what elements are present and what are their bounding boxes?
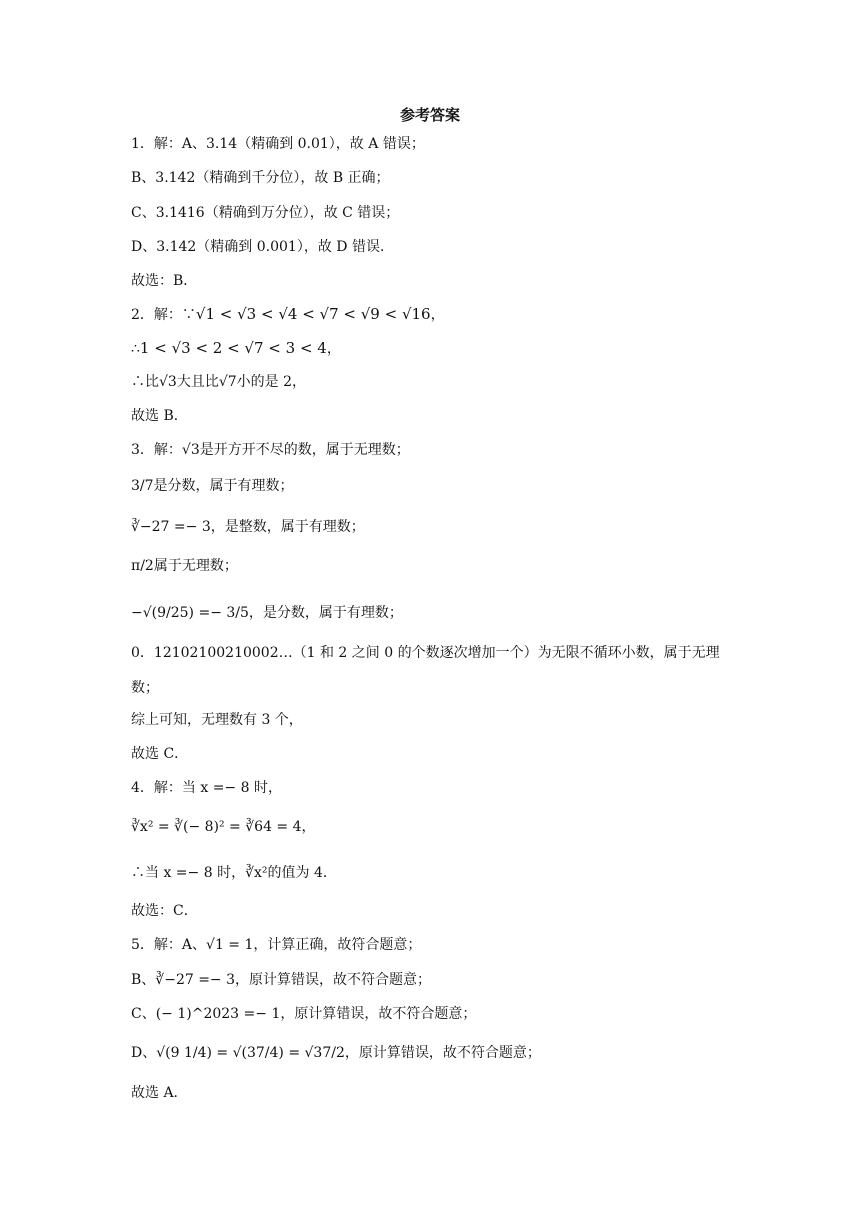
q2-line-2-suffix: ， xyxy=(326,341,341,357)
q4-line-1: 4．解：当 x =− 8 时， xyxy=(131,780,282,796)
q1-line-3: C、3.1416（精确到万分位），故 C 错误； xyxy=(131,205,400,221)
q1-line-1: 1．解：A、3.14（精确到 0.01），故 A 错误； xyxy=(131,136,425,152)
q3-line-5: −√(9/25) =− 3/5，是分数，属于有理数； xyxy=(131,605,403,621)
q3-line-3: ∛−27 =− 3，是整数，属于有理数； xyxy=(131,519,365,535)
q4-line-3: ∴当 x =− 8 时，∛x²的值为 4． xyxy=(131,865,337,881)
q3-line-6: 0．12102100210002…（1 和 2 之间 0 的个数逐次增加一个）为无限不循环小数，属于无理 xyxy=(131,645,720,661)
q5-line-1: 5．解：A、√1 = 1，计算正确，故符合题意； xyxy=(131,937,422,953)
q5-line-2: B、∛−27 =− 3，原计算错误，故不符合题意； xyxy=(131,972,432,988)
q5-line-3: C、(− 1)^2023 =− 1，原计算错误，故不符合题意； xyxy=(131,1006,477,1022)
q2-line-4: 故选 B． xyxy=(131,408,188,424)
q2-line-3: ∴比√3大且比√7小的是 2， xyxy=(131,374,307,390)
q2-line-2-prefix: ∴ xyxy=(131,341,140,357)
q5-line-4: D、√(9 1/4) = √(37/4) = √37/2，原计算错误，故不符合题意； xyxy=(131,1045,541,1061)
q3-line-1: 3．解：√3是开方开不尽的数，属于无理数； xyxy=(131,442,410,458)
q4-line-4: 故选：C． xyxy=(131,903,198,919)
q2-inequality-chain: 1 < √3 < 2 < √7 < 3 < 4 xyxy=(139,339,327,357)
q1-line-4: D、3.142（精确到 0.001），故 D 错误． xyxy=(131,239,394,255)
q3-line-4: π/2属于无理数； xyxy=(131,558,238,574)
q1-line-2: B、3.142（精确到千分位），故 B 正确； xyxy=(131,170,390,186)
q5-line-5: 故选 A． xyxy=(131,1085,188,1101)
q3-line-8: 综上可知，无理数有 3 个， xyxy=(131,712,303,728)
q3-line-7: 数； xyxy=(131,680,159,696)
q2-line-1-prefix: 2．解：∵ xyxy=(131,307,196,323)
q2-line-2 xyxy=(131,338,341,360)
page-title: 参考答案 xyxy=(399,106,460,124)
q4-line-2: ∛x² = ∛(− 8)² = ∛64 = 4， xyxy=(131,819,316,835)
q2-line-1 xyxy=(131,304,445,326)
q3-line-2: 3/7是分数，属于有理数； xyxy=(131,478,294,494)
q2-sqrt-chain: √1 < √3 < √4 < √7 < √9 < √16 xyxy=(195,305,431,323)
q2-line-1-suffix: ， xyxy=(430,307,445,323)
q1-line-5: 故选：B． xyxy=(131,273,198,289)
q3-line-9: 故选 C． xyxy=(131,746,189,762)
